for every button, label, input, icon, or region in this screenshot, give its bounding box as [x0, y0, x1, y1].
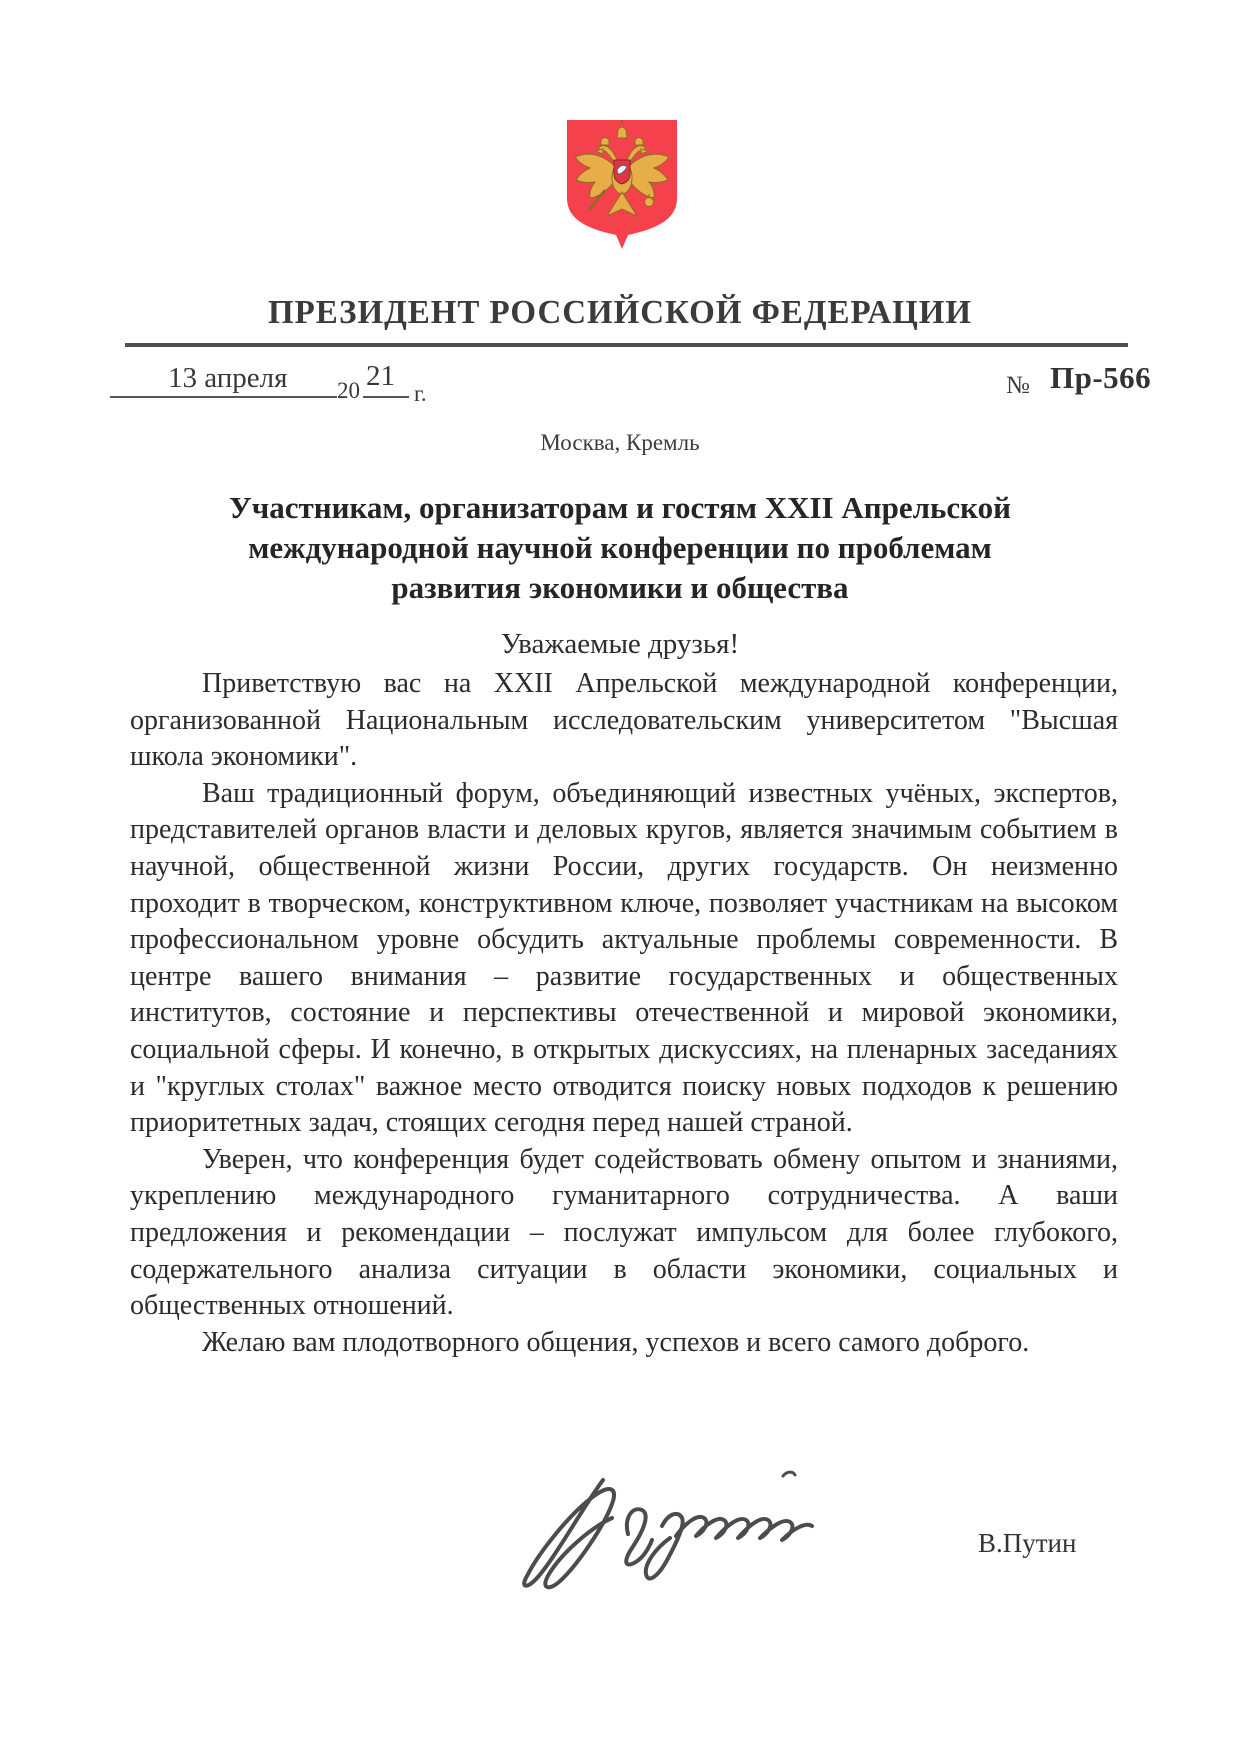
signature-autograph [515, 1466, 895, 1616]
body-paragraph: Ваш традиционный форум, объединяющий известных учёных, экспертов, представителей органов власти и деловых кругов, является значимым событием в научной, общественной жизни России, других государств. Он неизменно проходит в творческом, конструктивном ключе, позволяет участникам на высоком профессиональном уровне обсудить актуальные проблемы современности. В центре вашего внимания – развитие государственных и общественных институтов, состояние и перспективы отечественной и мировой экономики, социальной сферы. И конечно, в открытых дискуссиях, на пленарных заседаниях и "круглых столах" важное место отводится поиску новых подходов к решению приоритетных задач, стоящих сегодня перед нашей страной. [130, 777, 1118, 1139]
address-heading-line: Участникам, организаторам и гостям XXII Апрельской [229, 490, 1011, 525]
body-paragraph: Уверен, что конференция будет содействовать обмену опытом и знаниями, укреплению международного гуманитарного сотрудничества. А ваши предложения и рекомендации – послужат импульсом для более глубокого, содержательного анализа ситуации в области экономики, социальных и общественных отношений. [130, 1143, 1118, 1322]
letterhead-divider-line [125, 343, 1128, 347]
address-heading-line: международной научной конференции по проблемам [248, 530, 992, 565]
place-line: Москва, Кремль [540, 430, 700, 455]
date-underline [110, 396, 337, 398]
body-paragraph: Приветствую вас на XXII Апрельской международной конференции, организованной Национальным исследовательским университетом "Высшая школа экономики". [130, 668, 1118, 773]
salutation: Уважаемые друзья! [500, 628, 740, 660]
letterhead-title: ПРЕЗИДЕНТ РОССИЙСКОЙ ФЕДЕРАЦИИ [267, 294, 973, 331]
document-number-value: Пр-566 [1050, 360, 1152, 395]
address-heading [0, 488, 1240, 608]
date-day-month: 13 апреля [168, 362, 288, 394]
document-number-sign: № [1006, 372, 1030, 399]
russia-coat-of-arms-icon [561, 118, 683, 262]
signature-name: В.Путин [978, 1528, 1077, 1558]
date-year-suffix: г. [414, 381, 427, 406]
letter-body [130, 666, 1118, 1361]
year-underline [363, 396, 409, 398]
address-heading-line: развития экономики и общества [391, 570, 849, 605]
body-paragraph: Желаю вам плодотворного общения, успехов и всего самого доброго. [202, 1326, 1030, 1358]
date-century: 20 [337, 378, 360, 403]
date-year: 21 [366, 360, 395, 392]
